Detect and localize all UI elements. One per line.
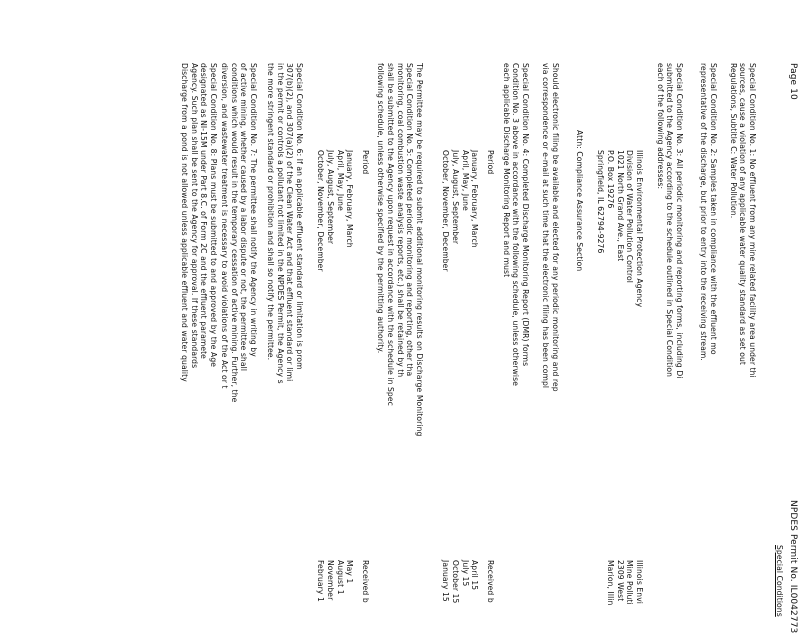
text-line: Special Condition No. 2: Samples taken in compliance with the effluent mo: [709, 63, 718, 355]
attn-line: Attn: Compliance Assurance Section: [575, 130, 584, 272]
period-cell: January, February, March: [470, 150, 480, 248]
mine-pollution-address: [605, 560, 644, 605]
text-line: representative of the discharge, but prior to entry into the receiving stream.: [699, 63, 709, 361]
schedule-2-received-column: [316, 560, 370, 603]
special-condition-1: [728, 63, 757, 623]
text-line: Special Condition No. 6: If an applicable effluent standard or limitation is prom: [295, 63, 304, 370]
text-line: the more stringent standard or prohibition and shall so notify the permittee.: [265, 63, 275, 361]
text-line: Condition No. 3 above in accordance with the following schedule, unless otherwise: [511, 63, 521, 386]
text-line: in the permit or controls a pollutant not limited in the NPDES Permit, the Agency s: [275, 63, 285, 384]
column-header: Period: [486, 150, 495, 175]
text-line: monitoring, coal combustion waste analysis reports, etc.) shall be retained by th: [395, 63, 405, 378]
special-condition-6: [265, 63, 304, 623]
text-line: submitted to the Agency according to the schedule outlined in Special Condition: [665, 63, 675, 378]
date-cell: July 15: [460, 560, 470, 587]
text-line: via correspondence or e-mail at such time that the electronic filing has been compl: [541, 63, 551, 389]
schedule-1-period-column: [441, 150, 495, 272]
period-cell: July, August, September: [325, 150, 335, 245]
text-line: shall be submitted to the Agency upon request in accordance with the schedule in Spec: [385, 63, 395, 406]
column-header: Received b: [361, 560, 370, 603]
text-line: Special Condition No. 8: Plans must be submitted to and approved by the Age: [209, 63, 218, 368]
date-cell: May 1: [345, 560, 355, 584]
address-line: Springfield, IL 62794-9276: [596, 150, 606, 254]
schedule-2-period-column: [316, 150, 370, 272]
date-cell: April 15: [470, 560, 480, 591]
date-cell: February 1: [316, 560, 326, 602]
text-line: Special Condition No. 1: No effluent from any mine related facility area under thi: [748, 63, 757, 378]
period-cell: April, May, June: [460, 150, 470, 211]
period-cell: January, February, March: [345, 150, 355, 248]
address-line: P.O. Box 19276: [605, 150, 615, 209]
date-cell: October 15: [450, 560, 460, 604]
text-line: each applicable Discharge Monitoring Report and must: [501, 63, 511, 278]
schedule-1-received-column: [441, 560, 495, 603]
address-line: 1021 North Grand Ave., East: [615, 150, 625, 262]
period-cell: July, August, September: [450, 150, 460, 245]
text-line: Special Condition No. 7: The permittee shall notify the Agency in writing by: [249, 63, 258, 357]
text-line: Discharge from a pond is not allowed unless applicable effluent and water quality: [179, 63, 189, 382]
permit-number: NPDES Permit No. IL0042773: [788, 500, 798, 633]
page-number: Page 10: [788, 63, 798, 100]
address-line: Illinois Environmental Protection Agency: [635, 150, 644, 308]
text-line: 307(b)(2), and 307(a)(2) of the Clean Water Act and that effluent standard or limi: [285, 63, 295, 382]
text-line: Agency. Such plan shall be sent to the Agency for approval. If these standards: [189, 63, 199, 369]
text-line: Special Condition No. 4: Completed Discharge Monitoring Report (DMR) forms: [521, 63, 530, 367]
section-subtitle: Special Conditions: [775, 545, 784, 617]
text-line: designated as NI-15M under Part 8.C. of Form 2C and the effluent paramete: [199, 63, 209, 359]
special-condition-5: [376, 63, 424, 623]
text-line: Regulations, Subtitle C: Water Pollution.: [728, 63, 738, 219]
text-line: conditions which would result in the temporary cessation of active mining. Further, the: [229, 63, 239, 403]
text-line: Should electronic filing be available and elected for any periodic monitoring and rep: [551, 63, 560, 392]
address-line: 2309 West: [615, 560, 625, 602]
address-line: Illinois Envi: [635, 560, 644, 605]
address-line: Marion, Illin: [605, 560, 615, 606]
date-cell: November: [325, 560, 335, 601]
special-condition-7: [219, 63, 258, 623]
special-condition-4: [501, 63, 530, 623]
date-cell: August 1: [335, 560, 345, 595]
address-line: Mine Polluti: [625, 560, 635, 605]
text-line: The Permittee may be required to submit additional monitoring results on Discharge Monitoring: [415, 63, 424, 437]
period-cell: October, November, December: [316, 150, 326, 272]
text-line: sources, cause a violation of any applicable water quality standard as set out: [738, 63, 748, 366]
electronic-filing-note: [541, 63, 560, 623]
period-cell: October, November, December: [441, 150, 451, 272]
column-header: Received b: [486, 560, 495, 603]
iepa-address: [596, 150, 644, 307]
address-line: Division of Water Pollution Control: [625, 150, 635, 283]
text-line: each of the following addresses:: [655, 63, 665, 190]
date-cell: January 15: [441, 560, 451, 602]
special-condition-2: [699, 63, 718, 623]
text-line: following schedule, unless otherwise specified by the permitting authority.: [376, 63, 386, 354]
text-line: Special Condition No. 3: All periodic monitoring and reporting forms, including Di: [675, 63, 684, 379]
text-line: Special Condition No. 5: Completed periodic monitoring and reporting, other tha: [405, 63, 415, 377]
column-header: Period: [361, 150, 370, 175]
period-cell: April, May, June: [335, 150, 345, 211]
special-condition-3: [655, 63, 684, 623]
special-condition-8: [179, 63, 218, 623]
text-line: of active mining, whether caused by a labor dispute or not, the permittee shall: [239, 63, 249, 372]
text-line: diversion, and wastewater treatment is necessary to avoid violations of the Act or t: [219, 63, 229, 389]
